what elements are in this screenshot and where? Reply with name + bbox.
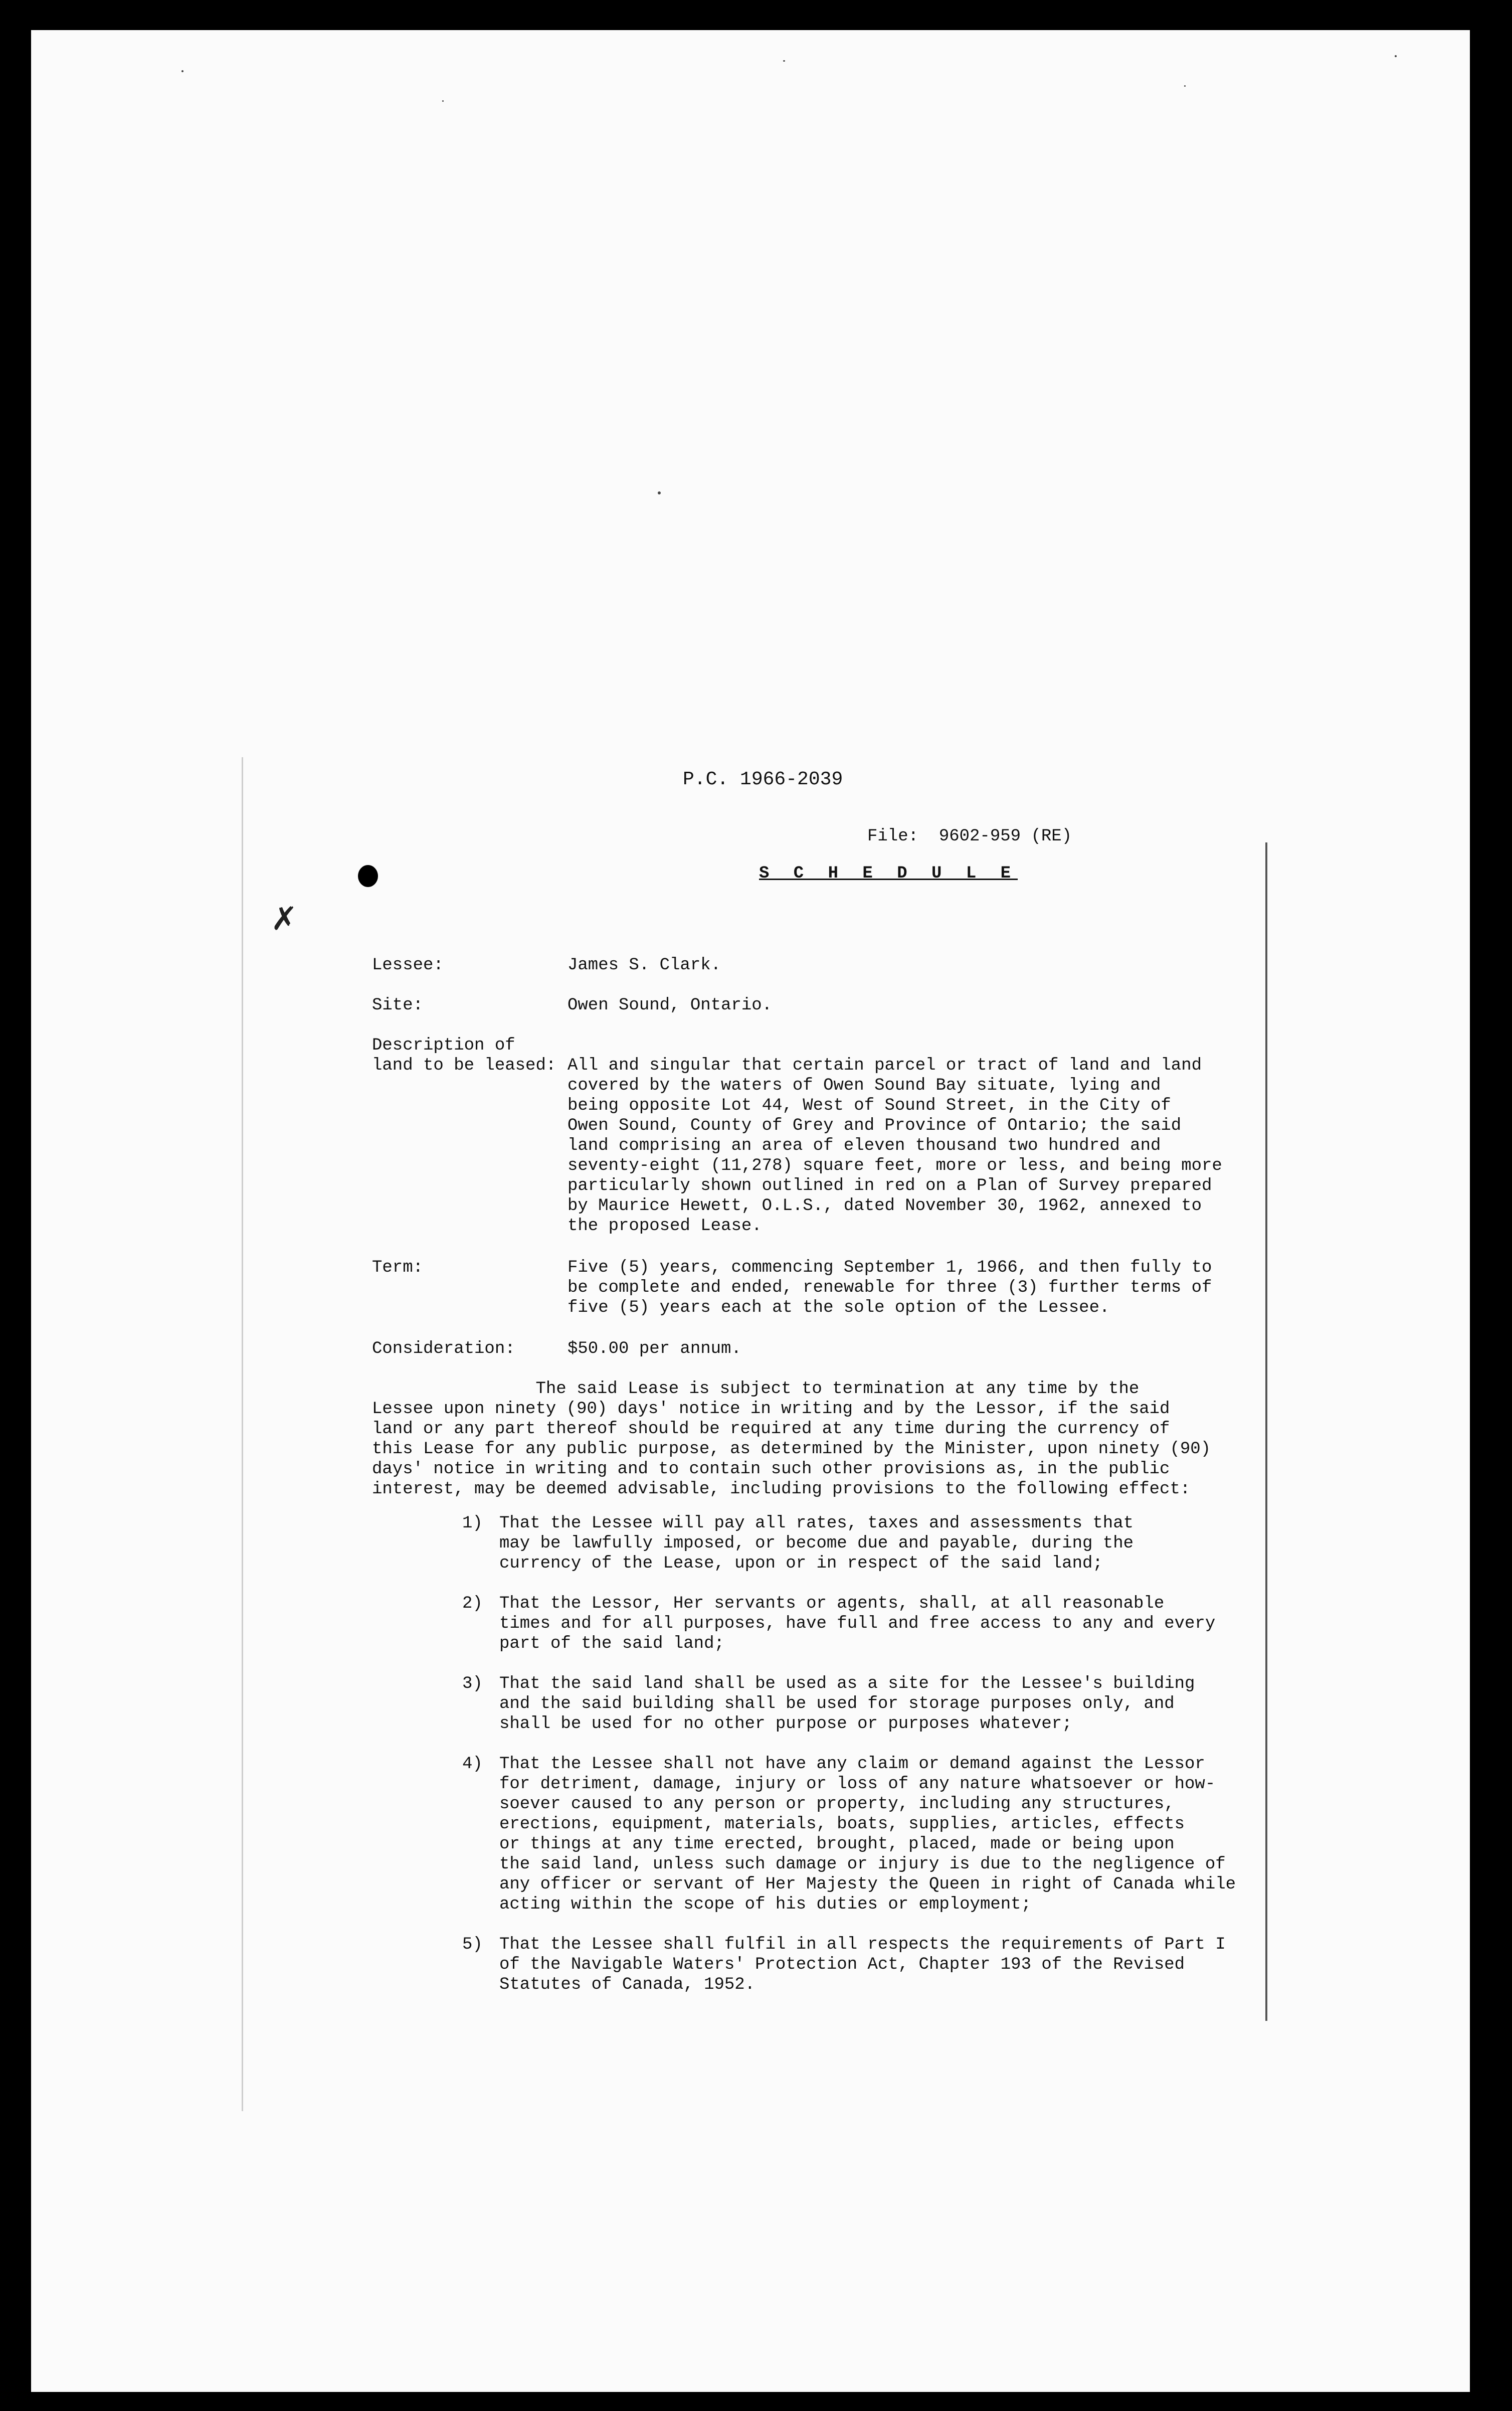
field-label-term: Term:	[372, 1258, 424, 1277]
scan-speck	[442, 100, 444, 102]
item-number: 3)	[462, 1674, 483, 1693]
field-value-consideration: $50.00 per annum.	[568, 1339, 741, 1358]
x-mark-icon: ✗	[271, 901, 298, 938]
scan-edge-line	[242, 757, 243, 2111]
file-reference: File: 9602-959 (RE)	[867, 827, 1072, 846]
scan-speck	[1395, 55, 1397, 57]
field-value-term: Five (5) years, commencing September 1, 1966, and then fully to be complete and ended, renewable for three (3) further terms of five (5) years each at the sole option of the Lessee.	[568, 1258, 1212, 1317]
scan-speck	[181, 70, 183, 72]
field-value-site: Owen Sound, Ontario.	[568, 996, 773, 1015]
item-number: 2)	[462, 1594, 483, 1613]
scan-speck	[1184, 85, 1186, 87]
item-number: 1)	[462, 1514, 483, 1533]
field-value-lessee: James S. Clark.	[568, 956, 721, 975]
scan-speck	[783, 60, 785, 62]
item-number: 5)	[462, 1935, 483, 1954]
document-page	[31, 30, 1470, 2392]
item-number: 4)	[462, 1755, 483, 1774]
order-number: P.C. 1966-2039	[683, 769, 843, 790]
field-label-consideration: Consideration:	[372, 1339, 515, 1358]
item-text: That the Lessor, Her servants or agents, shall, at all reasonable times and for all purposes, have full and free access to any and every part of the said land;	[499, 1594, 1216, 1653]
scan-edge-line	[1265, 842, 1267, 2021]
item-text: That the Lessee shall not have any claim or demand against the Lessor for detriment, damage, injury or loss of any nature whatsoever or how- soever caused to any person or property, including any structures, erections, equipment, materials, boats, supplies, articles, effects or things at any time erected, brought, placed, made or being upon the said land, unless such damage or injury is due to the negligence of any officer or servant of Her Majesty the Queen in right of Canada while acting within the scope of his duties or employment;	[499, 1755, 1236, 1914]
document-title: S C H E D U L E	[759, 864, 1018, 883]
scan-speck	[658, 491, 661, 494]
field-label-description: Description of land to be leased:	[372, 1036, 556, 1075]
field-value-description: All and singular that certain parcel or tract of land and land covered by the waters of Owen Sound Bay situate, lying and being opposite Lot 44, West of Sound Street, in the City of Owen Sound, County of Grey and Province of Ontario; the said land comprising an area of eleven thousand two hundred and seventy-eight (11,278) square feet, more or less, and being more particularly shown outlined in red on a Plan of Survey prepared by Maurice Hewett, O.L.S., dated November 30, 1962, annexed to the proposed Lease.	[568, 1056, 1222, 1236]
field-label-lessee: Lessee:	[372, 956, 444, 975]
termination-paragraph: The said Lease is subject to termination at any time by the Lessee upon ninety (90) days' notice in writing and by the Lessor, if the said land or any part thereof should be required at any time during the currency of this Lease for any public purpose, as determined by the Minister, upon ninety (90) days' notice in writing and to contain such other provisions as, in the public interest, may be deemed advisable, including provisions to the following effect:	[372, 1380, 1211, 1499]
item-text: That the Lessee shall fulfil in all respects the requirements of Part I of the Navigable Waters' Protection Act, Chapter 193 of the Revised Statutes of Canada, 1952.	[499, 1935, 1226, 1994]
item-text: That the said land shall be used as a site for the Lessee's building and the said building shall be used for storage purposes only, and shall be used for no other purpose or purposes whatever;	[499, 1674, 1195, 1734]
item-text: That the Lessee will pay all rates, taxes and assessments that may be lawfully imposed, or become due and payable, during the currency of the Lease, upon or in respect of the said land;	[499, 1514, 1134, 1573]
field-label-site: Site:	[372, 996, 424, 1015]
ink-blot	[358, 865, 378, 887]
